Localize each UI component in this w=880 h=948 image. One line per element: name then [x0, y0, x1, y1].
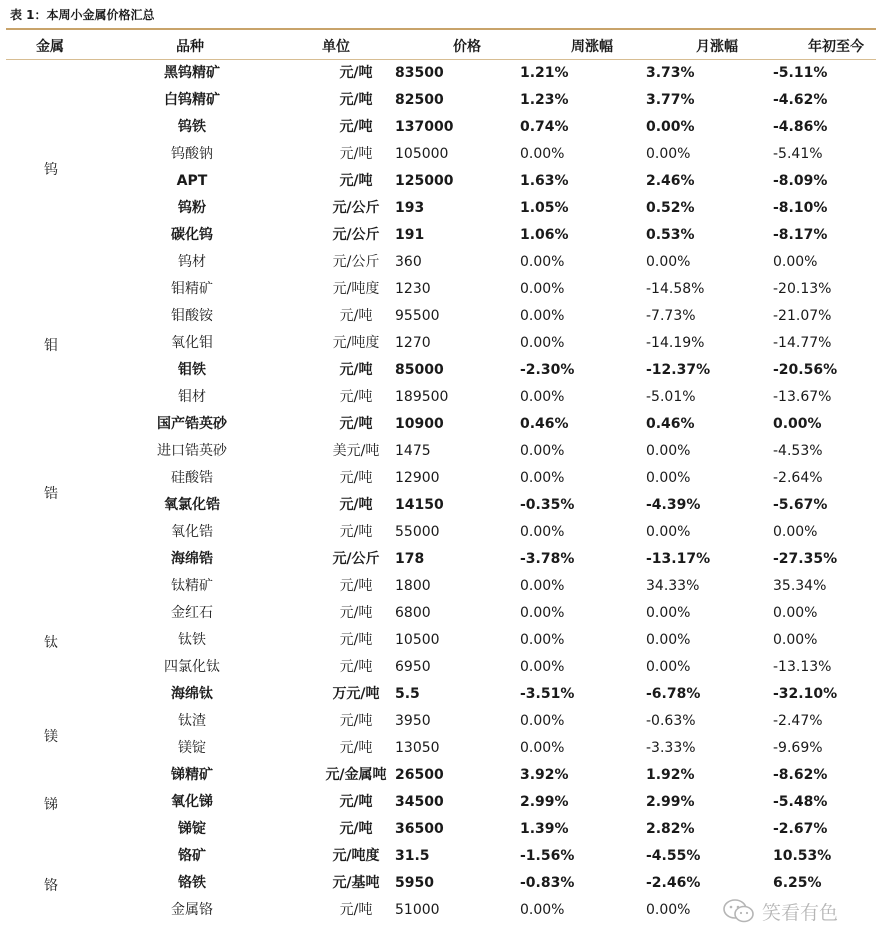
- metal-group-label: 锆: [44, 486, 58, 502]
- metal-group-label: 镁: [44, 729, 58, 745]
- cell-week: 2.99%: [520, 794, 569, 810]
- cell-price: 193: [395, 200, 425, 216]
- table-row: [0, 438, 880, 465]
- cell-name: 钛精矿: [171, 578, 213, 594]
- cell-name: 氧化钼: [171, 335, 213, 351]
- table-row: [0, 870, 880, 897]
- cell-ytd: 0.00%: [773, 416, 822, 432]
- cell-week: 0.00%: [520, 308, 565, 324]
- table-row: [0, 573, 880, 600]
- table-row: [0, 330, 880, 357]
- cell-unit: 元/吨: [339, 632, 373, 648]
- cell-ytd: -8.62%: [773, 767, 828, 783]
- cell-ytd: 0.00%: [773, 605, 818, 621]
- table-row: [0, 168, 880, 195]
- cell-ytd: -5.48%: [773, 794, 828, 810]
- cell-month: 0.00%: [646, 443, 691, 459]
- cell-month: -13.17%: [646, 551, 711, 567]
- cell-price: 191: [395, 227, 425, 243]
- cell-unit: 元/吨: [339, 740, 373, 756]
- cell-unit: 元/吨度: [332, 848, 380, 864]
- cell-ytd: 10.53%: [773, 848, 832, 864]
- cell-name: 钼材: [178, 389, 206, 405]
- cell-price: 34500: [395, 794, 444, 810]
- cell-month: -7.73%: [646, 308, 696, 324]
- cell-week: 1.63%: [520, 173, 569, 189]
- cell-month: 0.53%: [646, 227, 695, 243]
- cell-ytd: -5.41%: [773, 146, 823, 162]
- cell-month: -4.39%: [646, 497, 701, 513]
- cell-month: 0.00%: [646, 632, 691, 648]
- metal-group-label: 钨: [44, 162, 58, 178]
- cell-unit: 美元/吨: [332, 443, 380, 459]
- table-row: [0, 114, 880, 141]
- cell-week: 0.46%: [520, 416, 569, 432]
- cell-price: 10900: [395, 416, 444, 432]
- cell-week: -3.78%: [520, 551, 575, 567]
- cell-price: 12900: [395, 470, 440, 486]
- cell-price: 82500: [395, 92, 444, 108]
- metal-group-label: 铬: [44, 877, 58, 894]
- cell-name: 氧化锆: [171, 524, 213, 540]
- cell-unit: 元/吨: [339, 470, 373, 486]
- cell-week: 1.23%: [520, 92, 569, 108]
- cell-price: 3950: [395, 713, 431, 729]
- wechat-icon: [722, 898, 756, 924]
- cell-ytd: -8.09%: [773, 173, 828, 189]
- cell-ytd: -27.35%: [773, 551, 838, 567]
- cell-name: 钼精矿: [171, 281, 213, 297]
- cell-price: 189500: [395, 389, 449, 405]
- cell-ytd: -20.56%: [773, 362, 838, 378]
- cell-ytd: -13.13%: [773, 659, 832, 675]
- cell-name: 氧氯化锆: [164, 497, 220, 513]
- cell-name: 国产锆英砂: [157, 416, 227, 432]
- cell-ytd: -5.11%: [773, 65, 828, 81]
- cell-ytd: -21.07%: [773, 308, 832, 324]
- cell-name: 海绵锆: [171, 551, 213, 567]
- header-month: 月涨幅: [696, 39, 738, 55]
- cell-unit: 元/吨: [339, 173, 373, 189]
- cell-week: 0.74%: [520, 119, 569, 135]
- cell-ytd: -32.10%: [773, 686, 838, 702]
- cell-price: 360: [395, 254, 422, 270]
- cell-price: 31.5: [395, 848, 430, 864]
- cell-price: 1230: [395, 281, 431, 297]
- table-row: [0, 681, 880, 708]
- cell-ytd: 6.25%: [773, 875, 822, 891]
- cell-unit: 元/吨: [339, 605, 373, 621]
- cell-month: 0.00%: [646, 119, 695, 135]
- table-row: [0, 546, 880, 573]
- cell-week: 0.00%: [520, 281, 565, 297]
- table-row: [0, 492, 880, 519]
- table-row: [0, 600, 880, 627]
- cell-week: 1.05%: [520, 200, 569, 216]
- cell-week: 0.00%: [520, 254, 565, 270]
- cell-ytd: -4.62%: [773, 92, 828, 108]
- cell-month: 0.00%: [646, 902, 691, 918]
- cell-week: -0.35%: [520, 497, 575, 513]
- cell-week: 0.00%: [520, 389, 565, 405]
- cell-name: 海绵钛: [171, 686, 213, 702]
- cell-unit: 元/吨: [339, 902, 373, 918]
- table-row: [0, 762, 880, 789]
- cell-month: 2.99%: [646, 794, 695, 810]
- cell-price: 1475: [395, 443, 431, 459]
- cell-name: 钨铁: [178, 119, 206, 135]
- cell-month: 3.77%: [646, 92, 695, 108]
- cell-ytd: -14.77%: [773, 335, 832, 351]
- cell-name: 黑钨精矿: [164, 65, 220, 81]
- cell-price: 125000: [395, 173, 454, 189]
- cell-price: 6950: [395, 659, 431, 675]
- cell-unit: 元/吨: [339, 389, 373, 405]
- cell-unit: 元/基吨: [332, 875, 380, 891]
- cell-name: 白钨精矿: [164, 92, 220, 108]
- cell-ytd: 35.34%: [773, 578, 827, 594]
- watermark: [722, 896, 838, 926]
- header-ytd: 年初至今: [808, 39, 864, 55]
- cell-unit: 元/金属吨: [325, 767, 387, 783]
- header-unit: 单位: [322, 39, 350, 55]
- cell-month: 1.92%: [646, 767, 695, 783]
- cell-month: 34.33%: [646, 578, 700, 594]
- table-row: [0, 654, 880, 681]
- cell-unit: 元/公斤: [332, 200, 380, 216]
- cell-name: 锑锭: [178, 821, 206, 837]
- cell-price: 6800: [395, 605, 431, 621]
- cell-unit: 元/吨: [339, 659, 373, 675]
- cell-month: -12.37%: [646, 362, 711, 378]
- cell-ytd: -20.13%: [773, 281, 832, 297]
- cell-unit: 元/公斤: [332, 254, 380, 270]
- cell-month: 2.46%: [646, 173, 695, 189]
- cell-ytd: -8.17%: [773, 227, 828, 243]
- cell-week: 1.39%: [520, 821, 569, 837]
- cell-price: 5950: [395, 875, 434, 891]
- cell-month: -3.33%: [646, 740, 696, 756]
- cell-name: 四氯化钛: [164, 659, 220, 675]
- cell-unit: 元/公斤: [332, 551, 380, 567]
- cell-week: 0.00%: [520, 146, 565, 162]
- cell-unit: 万元/吨: [332, 686, 380, 702]
- cell-week: 0.00%: [520, 632, 565, 648]
- cell-name: 钨粉: [178, 200, 206, 216]
- cell-unit: 元/公斤: [332, 227, 380, 243]
- cell-month: -6.78%: [646, 686, 701, 702]
- table-row: [0, 627, 880, 654]
- cell-name: 碳化钨: [171, 227, 213, 243]
- cell-price: 178: [395, 551, 425, 567]
- cell-price: 55000: [395, 524, 440, 540]
- cell-ytd: -9.69%: [773, 740, 823, 756]
- table-row: [0, 465, 880, 492]
- cell-month: 2.82%: [646, 821, 695, 837]
- cell-month: 0.52%: [646, 200, 695, 216]
- cell-unit: 元/吨: [339, 821, 373, 837]
- cell-unit: 元/吨: [339, 713, 373, 729]
- cell-name: 锑精矿: [171, 767, 213, 783]
- cell-week: 0.00%: [520, 659, 565, 675]
- header-name: 品种: [176, 39, 204, 55]
- table-row: [0, 816, 880, 843]
- cell-week: 0.00%: [520, 902, 565, 918]
- table-header: [6, 30, 876, 60]
- cell-unit: 元/吨: [339, 92, 373, 108]
- cell-unit: 元/吨度: [332, 335, 380, 351]
- cell-week: -0.83%: [520, 875, 575, 891]
- cell-price: 83500: [395, 65, 444, 81]
- cell-name: 硅酸锆: [171, 470, 213, 486]
- cell-name: 钨材: [178, 254, 206, 270]
- metal-group-label: 锑: [44, 796, 58, 813]
- cell-month: -2.46%: [646, 875, 701, 891]
- cell-week: 0.00%: [520, 740, 565, 756]
- cell-ytd: -8.10%: [773, 200, 828, 216]
- table-row: [0, 411, 880, 438]
- cell-ytd: 0.00%: [773, 254, 818, 270]
- cell-month: 0.00%: [646, 524, 691, 540]
- cell-month: 0.00%: [646, 605, 691, 621]
- cell-month: 0.00%: [646, 659, 691, 675]
- cell-ytd: 0.00%: [773, 524, 818, 540]
- table-row: [0, 519, 880, 546]
- cell-price: 10500: [395, 632, 440, 648]
- cell-price: 14150: [395, 497, 444, 513]
- table-row: [0, 141, 880, 168]
- table-row: [0, 222, 880, 249]
- cell-month: -0.63%: [646, 713, 696, 729]
- cell-ytd: -2.47%: [773, 713, 823, 729]
- cell-ytd: -2.64%: [773, 470, 823, 486]
- cell-ytd: -2.67%: [773, 821, 828, 837]
- cell-name: 钛铁: [178, 632, 206, 648]
- cell-week: 0.00%: [520, 443, 565, 459]
- table-row: [0, 60, 880, 87]
- cell-name: 钨酸钠: [171, 146, 213, 162]
- cell-week: 0.00%: [520, 578, 565, 594]
- cell-price: 51000: [395, 902, 440, 918]
- cell-name: 氧化锑: [171, 794, 213, 810]
- cell-price: 95500: [395, 308, 440, 324]
- cell-price: 85000: [395, 362, 444, 378]
- cell-name: 进口锆英砂: [157, 443, 227, 459]
- cell-week: 1.06%: [520, 227, 569, 243]
- table-row: [0, 357, 880, 384]
- metal-group-label: 钼: [44, 337, 58, 354]
- table-row: [0, 195, 880, 222]
- cell-unit: 元/吨: [339, 416, 373, 432]
- cell-unit: 元/吨度: [332, 281, 380, 297]
- cell-unit: 元/吨: [339, 578, 373, 594]
- cell-unit: 元/吨: [339, 794, 373, 810]
- header-price: 价格: [453, 39, 481, 55]
- table-row: [0, 843, 880, 870]
- table-row: [0, 735, 880, 762]
- cell-ytd: -5.67%: [773, 497, 828, 513]
- cell-month: -5.01%: [646, 389, 696, 405]
- table-row: [0, 276, 880, 303]
- cell-name: 铬矿: [178, 848, 206, 864]
- cell-month: -14.19%: [646, 335, 705, 351]
- cell-price: 13050: [395, 740, 440, 756]
- cell-month: 0.00%: [646, 146, 691, 162]
- cell-ytd: -4.53%: [773, 443, 823, 459]
- header-metal: 金属: [36, 39, 64, 55]
- cell-price: 36500: [395, 821, 444, 837]
- cell-unit: 元/吨: [339, 65, 373, 81]
- cell-unit: 元/吨: [339, 362, 373, 378]
- cell-week: 1.21%: [520, 65, 569, 81]
- cell-name: 金属铬: [171, 902, 213, 918]
- cell-ytd: 0.00%: [773, 632, 818, 648]
- cell-ytd: -13.67%: [773, 389, 832, 405]
- table-body: [0, 60, 880, 924]
- cell-ytd: -4.86%: [773, 119, 828, 135]
- cell-name: 铬铁: [178, 875, 206, 891]
- table-row: [0, 708, 880, 735]
- cell-week: 0.00%: [520, 470, 565, 486]
- cell-unit: 元/吨: [339, 524, 373, 540]
- cell-name: 钼酸铵: [171, 308, 213, 324]
- cell-week: 0.00%: [520, 605, 565, 621]
- cell-unit: 元/吨: [339, 308, 373, 324]
- cell-price: 137000: [395, 119, 454, 135]
- table-row: [0, 87, 880, 114]
- table-row: [0, 303, 880, 330]
- cell-price: 1800: [395, 578, 431, 594]
- cell-unit: 元/吨: [339, 146, 373, 162]
- cell-week: 0.00%: [520, 524, 565, 540]
- table-caption: 表 1：本周小金属价格汇总: [10, 8, 155, 22]
- cell-unit: 元/吨: [339, 497, 373, 513]
- metal-group-label: 钛: [44, 634, 58, 651]
- cell-week: 0.00%: [520, 335, 565, 351]
- table-row: [0, 789, 880, 816]
- cell-price: 1270: [395, 335, 431, 351]
- cell-month: 3.73%: [646, 65, 695, 81]
- cell-price: 26500: [395, 767, 444, 783]
- cell-month: -4.55%: [646, 848, 701, 864]
- header-week: 周涨幅: [571, 39, 613, 55]
- cell-price: 5.5: [395, 686, 420, 702]
- table-row: [0, 384, 880, 411]
- watermark-text: 笑看有色: [762, 901, 839, 924]
- table-row: [0, 249, 880, 276]
- cell-week: -1.56%: [520, 848, 575, 864]
- cell-month: 0.00%: [646, 470, 691, 486]
- cell-month: 0.00%: [646, 254, 691, 270]
- cell-week: -3.51%: [520, 686, 575, 702]
- cell-week: 3.92%: [520, 767, 569, 783]
- cell-name: 钛渣: [178, 713, 206, 729]
- cell-name: 钼铁: [178, 362, 206, 378]
- cell-name: APT: [176, 173, 208, 189]
- cell-name: 镁锭: [178, 740, 206, 756]
- cell-name: 金红石: [171, 605, 213, 621]
- cell-week: 0.00%: [520, 713, 565, 729]
- cell-month: 0.46%: [646, 416, 695, 432]
- cell-month: -14.58%: [646, 281, 705, 297]
- cell-price: 105000: [395, 146, 449, 162]
- cell-unit: 元/吨: [339, 119, 373, 135]
- cell-week: -2.30%: [520, 362, 575, 378]
